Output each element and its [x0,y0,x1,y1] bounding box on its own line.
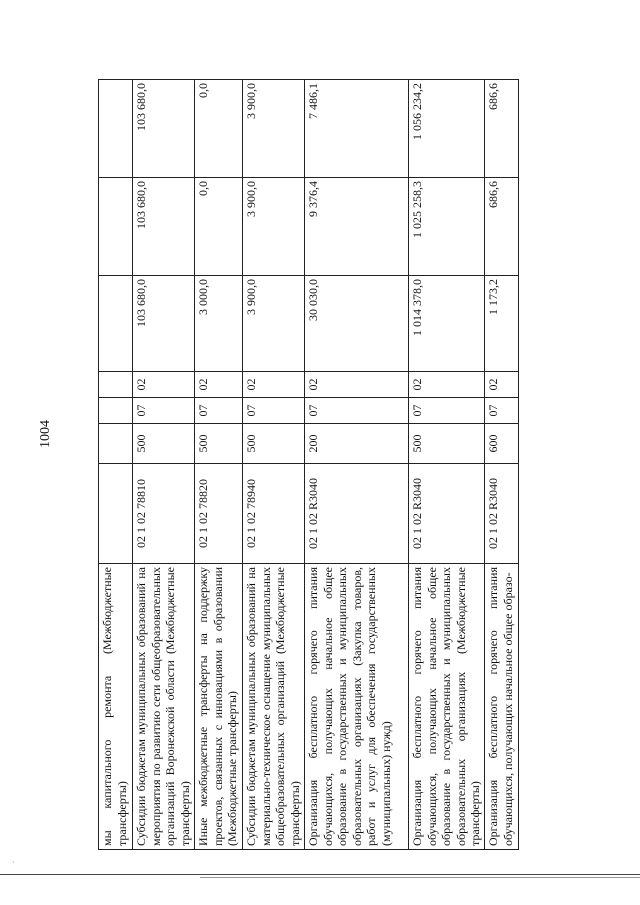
expense-type-code: 500 [409,424,485,464]
section-code: 07 [243,398,305,424]
amount-year-2: 0,0 [195,178,243,276]
section-code: 07 [409,398,485,424]
amount-year-3: 3 900,0 [243,80,305,178]
scan-speck: · [12,858,15,867]
amount-year-1: 1 173,2 [485,276,519,372]
rotated-table-container [98,80,640,850]
section-code: 07 [305,398,409,424]
subsection-code: 02 [305,372,409,398]
page-bottom-rule [0,874,640,875]
target-article-code: 02 1 02 R3040 [409,464,485,564]
section-code: 07 [485,398,519,424]
subsection-code: 02 [195,372,243,398]
row-name: Субсидии бюджетам муниципальных образований на материально-техническое оснащение муниципальных общеобразовательных организаций (Межбюджетные трансферты) [243,564,305,850]
amount-year-3: 686,6 [485,80,519,178]
amount-year-2: 1 025 258,3 [409,178,485,276]
section-code: 07 [195,398,243,424]
amount-year-1: 30 030,0 [305,276,409,372]
table-row [99,80,133,850]
row-name: Субсидии бюджетам муниципальных образований на мероприятия по развитию сети общеобразовательных организаций Воронежской области (Межбюджетные трансферты) [133,564,195,850]
subsection-code: 02 [243,372,305,398]
table-row [133,80,195,850]
section-code: 07 [133,398,195,424]
table-row [305,80,409,850]
expense-type-code: 500 [243,424,305,464]
row-name: Организация бесплатного горячего питания обучающихся, получающих начальное общее образо- [485,564,519,850]
expense-type-code: 500 [133,424,195,464]
expense-type-code: 200 [305,424,409,464]
amount-year-2: 686,6 [485,178,519,276]
amount-year-1: 3 000,0 [195,276,243,372]
amount-year-2 [99,178,133,276]
subsection-code: 02 [485,372,519,398]
amount-year-3: 7 486,1 [305,80,409,178]
table-row [243,80,305,850]
table-row [195,80,243,850]
amount-year-1: 103 680,0 [133,276,195,372]
row-name: Организация бесплатного горячего питания обучающихся, получающих начальное общее образование в государственных и муниципальных образовательных организациях (Закупка товаров, работ и услуг для обеспечения государственных (муниципальных) нужд) [305,564,409,850]
page-bottom-rule-secondary [200,877,640,878]
target-article-code: 02 1 02 R3040 [305,464,409,564]
budget-table [98,79,519,850]
target-article-code: 02 1 02 R3040 [485,464,519,564]
expense-type-code: 600 [485,424,519,464]
subsection-code: 02 [409,372,485,398]
subsection-code: 02 [133,372,195,398]
amount-year-3: 1 056 234,2 [409,80,485,178]
target-article-code: 02 1 02 78810 [133,464,195,564]
table-row [485,80,519,850]
expense-type-code [99,424,133,464]
row-name: Иные межбюджетные трансферты на поддержку проектов, связанных с инновациями в образовании (Межбюджетные трансферты) [195,564,243,850]
page-number: 1004 [38,420,53,448]
row-name: мы капитального ремонта (Межбюджетные трансферты) [99,564,133,850]
amount-year-1: 3 900,0 [243,276,305,372]
section-code [99,398,133,424]
amount-year-3: 0,0 [195,80,243,178]
amount-year-3: 103 680,0 [133,80,195,178]
target-article-code [99,464,133,564]
expense-type-code: 500 [195,424,243,464]
target-article-code: 02 1 02 78940 [243,464,305,564]
target-article-code: 02 1 02 78820 [195,464,243,564]
amount-year-2: 103 680,0 [133,178,195,276]
table-row [409,80,485,850]
amount-year-3 [99,80,133,178]
amount-year-1: 1 014 378,0 [409,276,485,372]
row-name: Организация бесплатного горячего питания обучающихся, получающих начальное общее образование в государственных и муниципальных образовательных организациях (Межбюджетные трансферты) [409,564,485,850]
amount-year-2: 9 376,4 [305,178,409,276]
amount-year-2: 3 900,0 [243,178,305,276]
subsection-code [99,372,133,398]
amount-year-1 [99,276,133,372]
